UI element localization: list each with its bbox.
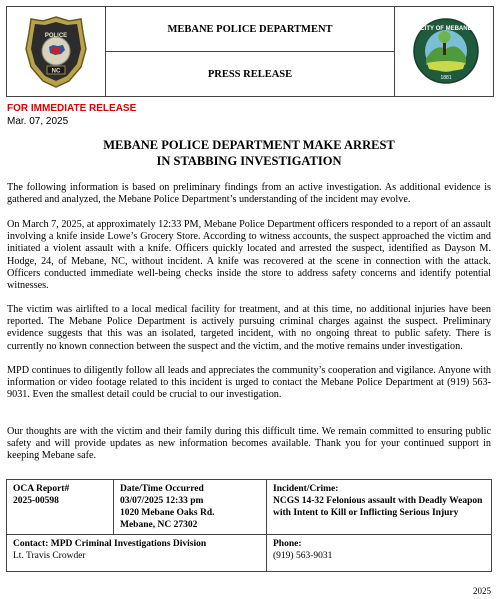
datetime-cell [114, 480, 267, 535]
letterhead [6, 6, 494, 97]
contact-value: Lt. Travis Crowder [13, 551, 86, 561]
city-seal-logo [413, 15, 479, 87]
police-badge-logo [25, 15, 87, 89]
contact-label: Contact: MPD Criminal Investigations Division [13, 539, 207, 549]
paragraph-incident: On March 7, 2025, at approximately 12:33 PM, Mebane Police Department officers responded to a report of an assault involving a knife inside Lowe’s Grocery Store. According to witness accounts, the suspect approached the victim and initiated a violent assault with a knife. Officers quickly located and arrested the suspect, identified as Dayson M. Hodge, 24, of Mebane, NC, without incident. A knife was recovered at the scene in connection with the attack. Officers conducted immediate well-being checks inside the store to address safety concerns and identify potential witnesses. [7, 219, 491, 292]
badge-cell [7, 7, 106, 96]
page-footer-year: 2025 [473, 586, 491, 596]
headline-line-2: IN STABBING INVESTIGATION [156, 154, 342, 168]
crime-cell [267, 480, 492, 535]
phone-label: Phone: [273, 539, 302, 549]
paragraph-tips: MPD continues to diligently follow all leads and appreciates the community’s cooperation and vigilance. Anyone with information or video footage related to this incident is urged to contact the Mebane Police Department at (919) 563-9031. Even the smallest detail could be crucial to our investigation. [7, 365, 491, 401]
crime-label: Incident/Crime: [273, 484, 339, 494]
document-type: PRESS RELEASE [207, 68, 293, 80]
seal-text: CITY OF MEBANE [420, 26, 472, 32]
badge-top-text: POLICE [44, 33, 68, 39]
oca-cell [7, 480, 114, 535]
paragraph-closing: Our thoughts are with the victim and their family during this difficult time. We remain committed to ensuring public safety and will provide updates as new information becomes available. Thank you for your continued support in keeping Mebane safe. [7, 426, 491, 462]
badge-bottom-text: NC [51, 68, 61, 75]
seal-year: 1881 [440, 75, 452, 81]
address-line-2: Mebane, NC 27302 [120, 520, 198, 530]
phone-cell [267, 535, 492, 572]
incident-info-table [6, 479, 492, 572]
headline-line-1: MEBANE POLICE DEPARTMENT MAKE ARREST [103, 138, 395, 152]
address-line-1: 1020 Mebane Oaks Rd. [120, 508, 215, 518]
datetime-value: 03/07/2025 12:33 pm [120, 496, 204, 506]
paragraph-intro: The following information is based on preliminary findings from an active investigation. As additional evidence is gathered and analyzed, the Mebane Police Department’s understanding of the incident may evolve. [7, 182, 491, 206]
phone-value: (919) 563-9031 [273, 551, 333, 561]
release-notice: FOR IMMEDIATE RELEASE [7, 103, 137, 114]
paragraph-victim: The victim was airlifted to a local medical facility for treatment, and at this time, no additional injuries have been reported. The Mebane Police Department is actively pursuing criminal charges against the suspect. Preliminary evidence suggests that this was an isolated, targeted incident, with no ongoing threat to public safety. There is currently no known connection between the suspect and the victim, and the motive remains under investigation. [7, 304, 491, 352]
release-date: Mar. 07, 2025 [7, 116, 69, 127]
seal-cell [394, 7, 493, 96]
department-name: MEBANE POLICE DEPARTMENT [106, 7, 394, 52]
oca-label: OCA Report# [13, 484, 70, 494]
contact-cell [7, 535, 267, 572]
letterhead-title [106, 7, 394, 96]
oca-value: 2025-00598 [13, 496, 59, 506]
crime-value: NCGS 14-32 Felonious assault with Deadly Weapon with Intent to Kill or Inflicting Serious Injury [273, 496, 483, 518]
datetime-label: Date/Time Occurred [120, 484, 204, 494]
